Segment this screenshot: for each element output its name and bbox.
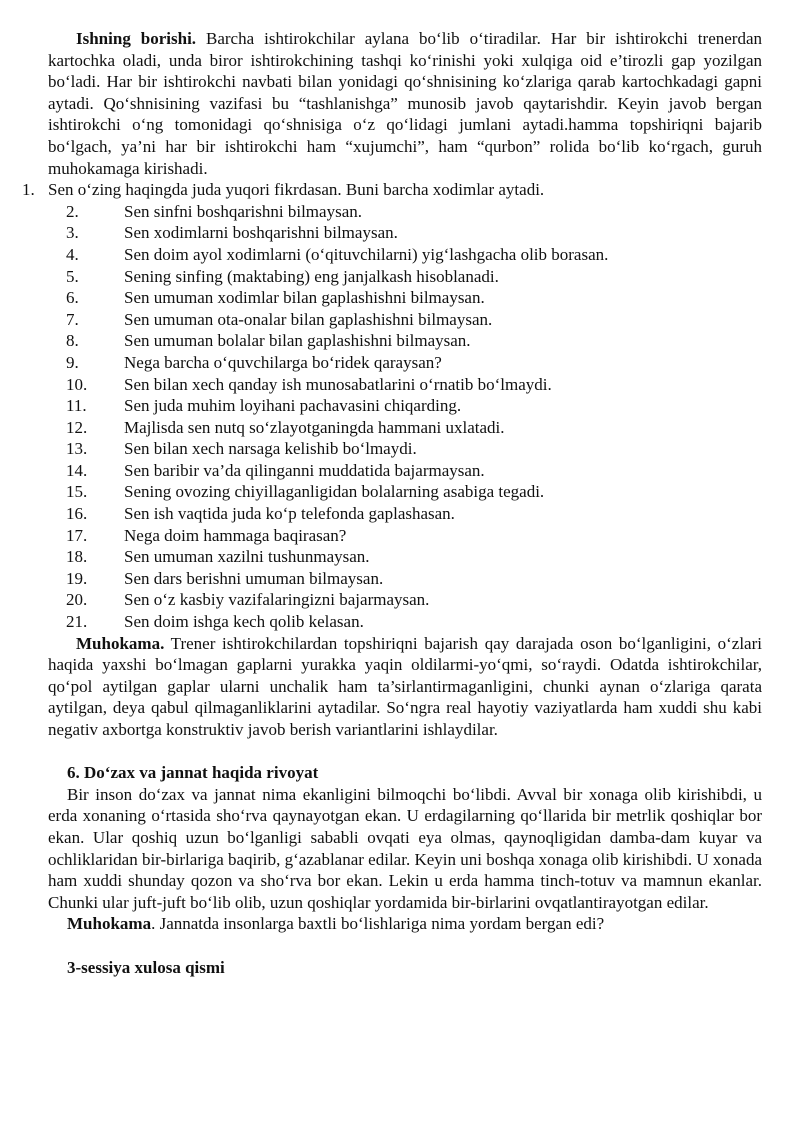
list-item-number: 14.: [66, 460, 88, 480]
list-item-text: Majlisda sen nutq so‘zlayotganingda hammani uxlatadi.: [124, 417, 505, 437]
list-item-number: 1.: [22, 180, 35, 200]
list-item-number: 5.: [66, 266, 79, 286]
list-item-text: Sen o‘z kasbiy vazifalaringizni bajarmaysan.: [124, 590, 430, 610]
discussion-2-bold-label: Muhokama: [67, 914, 152, 934]
section-6-heading: 6. Do‘zax va jannat haqida rivoyat: [67, 763, 319, 783]
discussion-bold-label: Muhokama.: [76, 633, 165, 653]
list-item: [48, 568, 762, 590]
list-item-number: 4.: [66, 244, 79, 264]
list-item-text: Sen juda muhim loyihani pachavasini chiqarding.: [124, 396, 462, 416]
list-item-number: 21.: [66, 612, 88, 632]
list-item-text: Sen bilan xech qanday ish munosabatlarini o‘rnatib bo‘lmaydi.: [124, 374, 552, 394]
list-item-text: Nega barcha o‘quvchilarga bo‘ridek qaraysan?: [124, 352, 442, 372]
list-item-number: 10.: [66, 374, 88, 394]
intro-bold-label: Ishning borishi.: [76, 29, 197, 48]
list-item-number: 16.: [66, 504, 88, 524]
discussion-paragraph: [48, 633, 762, 741]
list-item: [48, 287, 762, 309]
spacer: [48, 741, 762, 763]
document-page: [22, 28, 762, 978]
list-item: [48, 589, 762, 611]
list-item-text: Sen umuman ota-onalar bilan gaplashishni bilmaysan.: [124, 309, 493, 329]
list-item-text: Sen umuman xazilni tushunmaysan.: [124, 547, 370, 567]
discussion-2-text: . Jannatda insonlarga baxtli bo‘lishlariga nima yordam bergan edi?: [151, 914, 605, 934]
list-item: [48, 352, 762, 374]
list-item: [48, 330, 762, 352]
discussion-text: Trener ishtirokchilardan topshiriqni bajarish qay darajada oson bo‘lganligini, o‘zlari haqida yaxshi bo‘lmagan gaplarni yurakka yaqin oldilarmi-yo‘qmi, so‘raydi. Odatda ishtirokchilar, qo‘pol aytilgan gaplar ularni unchalik ham ta’sirlantirmaganligini, chunki aynan o‘zlariga qarata aytilgan, deya qabul qilmaganliklarini aytadilar. So‘ngra real hayotiy vaziyatlarda ham xuddi shu kabi negativ axbortga konstruktiv javob berish variantlarini ishlaydilar.: [48, 633, 762, 739]
list-item: [48, 525, 762, 547]
list-item-text: Sen baribir va’da qilinganni muddatida bajarmaysan.: [124, 460, 485, 480]
list-item-number: 6.: [66, 288, 79, 308]
list-item-text: Sen o‘zing haqingda juda yuqori fikrdasan. Buni barcha xodimlar aytadi.: [48, 180, 545, 200]
list-item-number: 9.: [66, 352, 79, 372]
list-item-number: 11.: [66, 396, 87, 416]
list-item-number: 7.: [66, 309, 79, 329]
list-item: [48, 266, 762, 288]
list-item: [48, 201, 762, 223]
list-item-number: 15.: [66, 482, 88, 502]
list-item: [48, 417, 762, 439]
list-item-number: 17.: [66, 525, 88, 545]
list-item: [48, 374, 762, 396]
list-item-1: [22, 179, 762, 201]
list-item-text: Sen xodimlarni boshqarishni bilmaysan.: [124, 223, 398, 243]
list-item-number: 19.: [66, 568, 88, 588]
section-6-paragraph: Bir inson do‘zax va jannat nima ekanligini bilmoqchi bo‘libdi. Avval bir xonaga olib kirishibdi, u erda xonaning o‘rtasida sho‘rva qaynayotgan ekan. U erdagilarning qo‘llarida bir metrlik qoshiqlar bor ekan. Ular qoshiq uzun bo‘lganligi sababli ovqati eya olmas, qaynoqligidan damba-dam kuyar va ochliklaridan bir-birlariga baqirib, g‘azablanar edilar. Keyin uni boshqa xonaga olib kirishibdi. U xonada ham xuddi shunday qozon va sho‘rva bor ekan. Lekin u erda hamma tinch-totuv va mamnun ekanlar. Chunki ular juft-juft bo‘lib olib, uzun qoshiqlar yordamida bir-birlarini ovqatlantirayotgan edilar.: [48, 784, 762, 912]
list-item-number: 2.: [66, 201, 79, 221]
list-item-text: Sen umuman bolalar bilan gaplashishni bilmaysan.: [124, 331, 471, 351]
discussion-2-paragraph: [48, 913, 762, 935]
list-item-text: Nega doim hammaga baqirasan?: [124, 525, 347, 545]
list-item: [48, 395, 762, 417]
intro-paragraph: [48, 28, 762, 179]
list-item-number: 12.: [66, 417, 88, 437]
list-item: [48, 460, 762, 482]
list-item: [48, 309, 762, 331]
list-item-text: Sen dars berishni umuman bilmaysan.: [124, 568, 384, 588]
list-item: [48, 244, 762, 266]
list-item-text: Sen doim ayol xodimlarni (o‘qituvchilarni) yig‘lashgacha olib borasan.: [124, 244, 609, 264]
spacer: [48, 935, 762, 957]
list-item: [48, 611, 762, 633]
list-item-text: Sening sinfing (maktabing) eng janjalkash hisoblanadi.: [124, 266, 499, 286]
list-item-number: 20.: [66, 590, 88, 610]
list-item-text: Sen sinfni boshqarishni bilmaysan.: [124, 201, 362, 221]
list-item-number: 18.: [66, 547, 88, 567]
list-item-number: 3.: [66, 223, 79, 243]
list-item: [48, 222, 762, 244]
list-item-text: Sen bilan xech narsaga kelishib bo‘lmaydi.: [124, 439, 417, 459]
list-item-text: Sen ish vaqtida juda ko‘p telefonda gaplashasan.: [124, 504, 455, 524]
list-item-number: 8.: [66, 331, 79, 351]
intro-text: Barcha ishtirokchilar aylana bo‘lib o‘tiradilar. Har bir ishtirokchi trenerdan kartochka oladi, unda biror ishtirokchining tashqi ko‘rinishi yoki xulqiga oid e’tirozli gap yozilgan bo‘ladi. Har bir ishtirokchi navbati bilan yonidagi qo‘shnisining ko‘zlariga qarab kartochkadagi gapni aytadi. Qo‘shnisining vazifasi bu “tashlanishga” munosib javob qaytarishdir. Keyin javob bergan ishtirokchi o‘ng tomonidagi qo‘shnisiga o‘z qo‘lidagi jumlani aytadi.hamma topshiriqni bajarib bo‘lgach, ya’ni har bir ishtirokchi ham “xujumchi”, ham “qurbon” rolida bo‘lib ko‘rgach, guruh muhokamaga kirishadi.: [48, 29, 762, 178]
list-item: [48, 503, 762, 525]
list-item-text: Sening ovozing chiyillaganligidan bolalarning asabiga tegadi.: [124, 482, 545, 502]
list-item: [48, 438, 762, 460]
list-item-number: 13.: [66, 439, 88, 459]
numbered-list: [48, 201, 762, 633]
list-item: [48, 546, 762, 568]
list-item: [48, 481, 762, 503]
closing-heading: 3-sessiya xulosa qismi: [67, 957, 225, 977]
list-item-text: Sen doim ishga kech qolib kelasan.: [124, 612, 364, 632]
list-item-text: Sen umuman xodimlar bilan gaplashishni bilmaysan.: [124, 288, 485, 308]
